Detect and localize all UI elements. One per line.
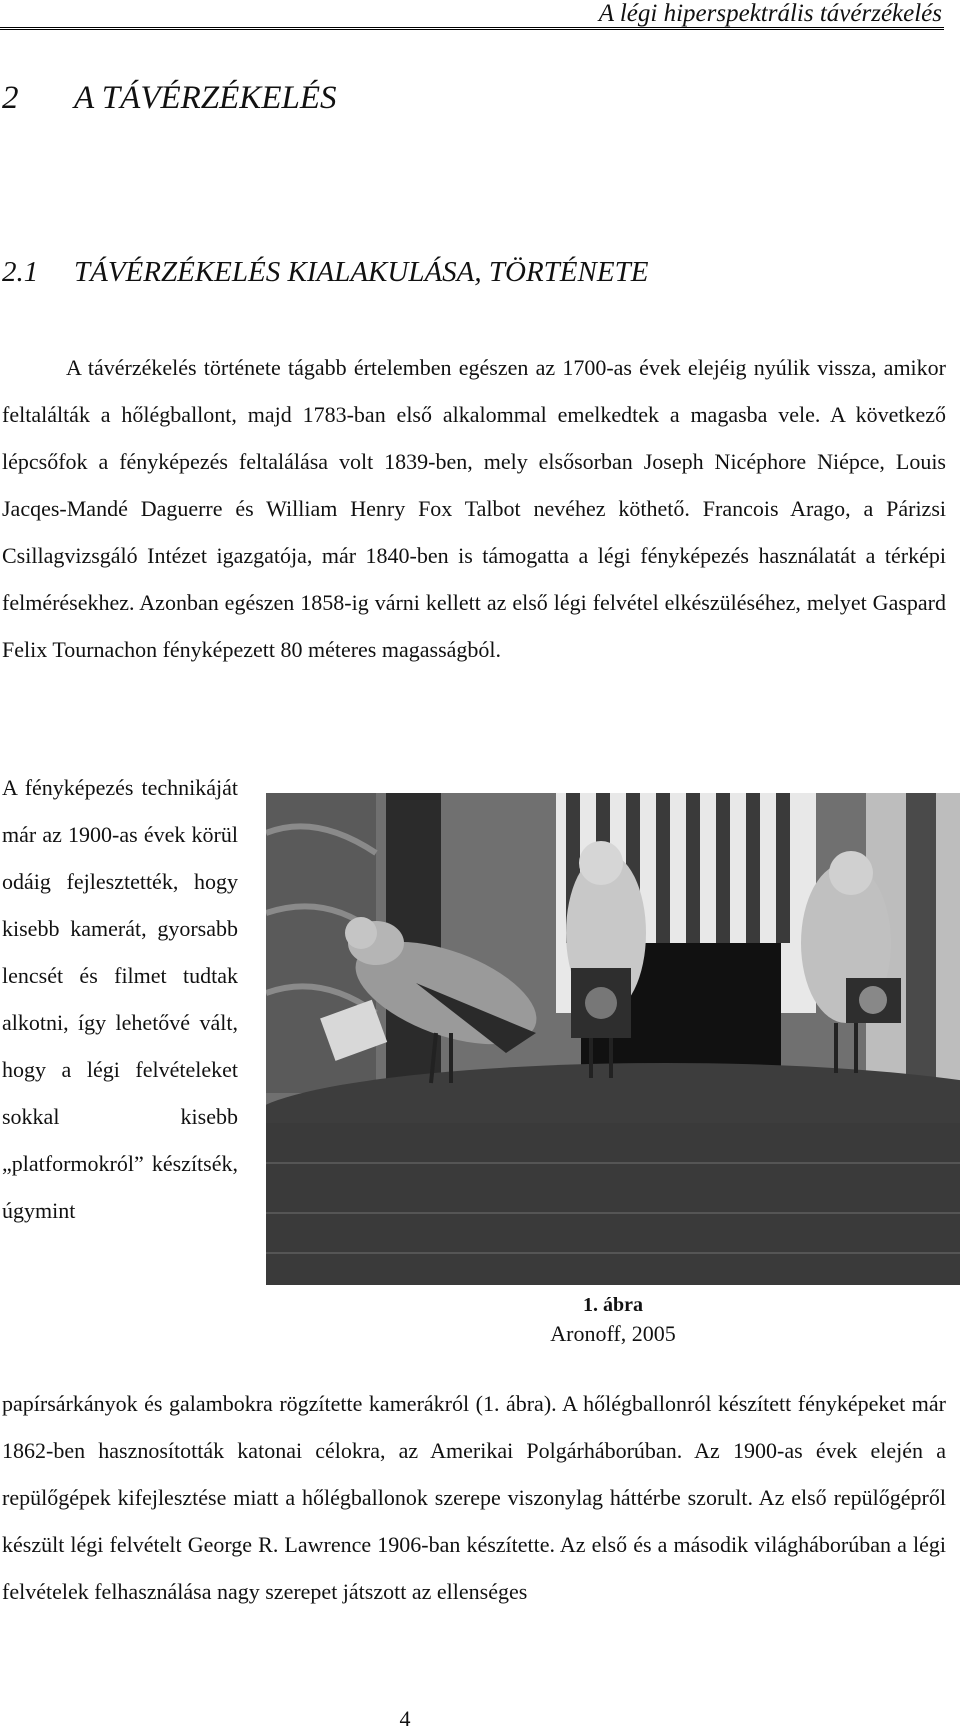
body-paragraph-2-wrapped: A fényképezés technikáját már az 1900-as évek körül odáig fejlesztették, hogy kisebb kamerát, gyorsabb lencsét és filmet tudtak alkotni, így lehetővé vált, hogy a légi felvételeket sokkal kisebb „platformokról” készítsék, úgymint bbox=[2, 775, 238, 1223]
section-heading bbox=[2, 254, 648, 290]
chapter-number: 2 bbox=[2, 80, 19, 116]
chapter-title: A TÁVÉRZÉKELÉS bbox=[74, 80, 337, 116]
body-paragraph-1: A távérzékelés története tágabb értelemben egészen az 1700-as évek elejéig nyúlik vissza, amikor feltalálták a hőlégballont, majd 1783-ban első alkalommal emelkedtek a magasba vele. A következő lépcsőfok a fényképezés feltalálása volt 1839-ben, mely elsősorban Joseph Nicéphore Niépce, Louis Jacqes-Mandé Daguerre és William Henry Fox Talbot nevéhez köthető. Francois Arago, a Párizsi Csillagvizsgáló Intézet igazgatója, már 1840-ben is támogatta a légi fényképezés használatát a térképi felmérésekhez. Azonban egészen 1858-ig várni kellett az első légi felvétel elkészüléséhez, melyet Gaspard Felix Tournachon fényképezett 80 méteres magasságból. bbox=[2, 355, 946, 662]
section-number: 2.1 bbox=[2, 256, 39, 288]
figure-caption-title: 1. ábra bbox=[583, 1294, 643, 1316]
page-number: 4 bbox=[399, 1706, 411, 1731]
body-paragraph-3: papírsárkányok és galambokra rögzítette kamerákról (1. ábra). A hőlégballonról készített fényképeket már 1862-ben hasznosították katonai célokra, az Amerikai Polgárháborúban. Az 1900-as évek elején a repülőgépek kifejlesztése miatt a hőlégballonok szerepe viszonylag háttérbe szorult. Az első repülőgépről készült légi felvételt George R. Lawrence 1906-ban készítette. Az első és a második világháborúban a légi felvételek felhasználása nagy szerepet játszott az ellenséges bbox=[2, 1391, 946, 1604]
running-header bbox=[0, 0, 944, 30]
figure-pigeon-cameras-photo bbox=[266, 793, 960, 1285]
chapter-heading bbox=[2, 78, 337, 118]
running-title: A légi hiperspektrális távérzékelés bbox=[598, 0, 942, 27]
section-title: TÁVÉRZÉKELÉS KIALAKULÁSA, TÖRTÉNETE bbox=[74, 256, 649, 288]
figure-caption-source: Aronoff, 2005 bbox=[550, 1321, 676, 1346]
pigeon-photo-illustration bbox=[266, 793, 960, 1285]
